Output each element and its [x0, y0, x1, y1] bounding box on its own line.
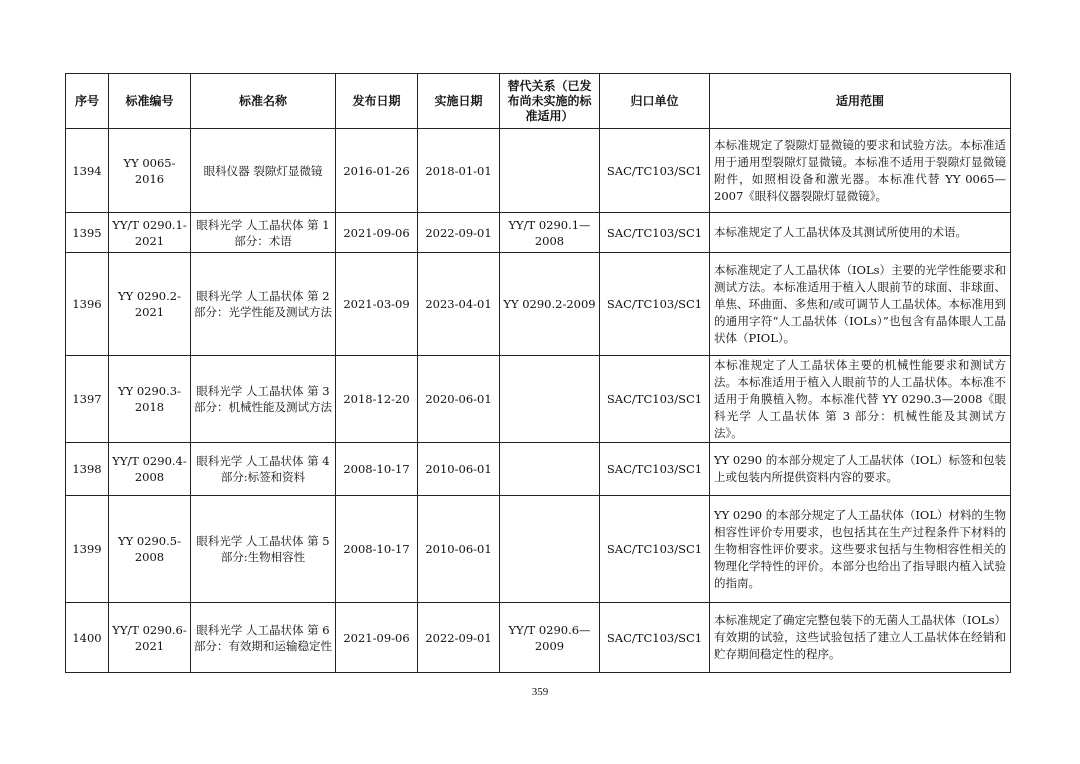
cell-no: 1395: [66, 213, 109, 253]
cell-no: 1396: [66, 253, 109, 356]
cell-publish-date: 2018-12-20: [336, 356, 418, 443]
cell-publish-date: 2008-10-17: [336, 496, 418, 603]
cell-replace: YY/T 0290.1—2008: [500, 213, 600, 253]
cell-publish-date: 2016-01-26: [336, 129, 418, 213]
cell-unit: SAC/TC103/SC1: [600, 443, 710, 496]
cell-replace: [500, 496, 600, 603]
cell-unit: SAC/TC103/SC1: [600, 496, 710, 603]
cell-unit: SAC/TC103/SC1: [600, 213, 710, 253]
cell-unit: SAC/TC103/SC1: [600, 253, 710, 356]
cell-replace: [500, 443, 600, 496]
cell-scope: 本标准规定了确定完整包装下的无菌人工晶状体（IOLs）有效期的试验，这些试验包括了建立人工晶状体在经销和贮存期间稳定性的程序。: [710, 603, 1011, 673]
cell-implement-date: 2010-06-01: [418, 443, 500, 496]
cell-publish-date: 2021-03-09: [336, 253, 418, 356]
cell-no: 1400: [66, 603, 109, 673]
header-unit: 归口单位: [600, 74, 710, 129]
table-row: [66, 253, 1011, 356]
cell-code: YY/T 0290.6-2021: [109, 603, 191, 673]
header-scope: 适用范围: [710, 74, 1011, 129]
cell-publish-date: 2008-10-17: [336, 443, 418, 496]
cell-replace: [500, 129, 600, 213]
cell-name: 眼科光学 人工晶状体 第 2 部分：光学性能及测试方法: [191, 253, 336, 356]
cell-code: YY 0290.5-2008: [109, 496, 191, 603]
cell-no: 1399: [66, 496, 109, 603]
cell-unit: SAC/TC103/SC1: [600, 356, 710, 443]
cell-replace: YY 0290.2-2009: [500, 253, 600, 356]
cell-publish-date: 2021-09-06: [336, 213, 418, 253]
cell-implement-date: 2022-09-01: [418, 213, 500, 253]
cell-implement-date: 2023-04-01: [418, 253, 500, 356]
cell-implement-date: 2020-06-01: [418, 356, 500, 443]
cell-code: YY 0290.3-2018: [109, 356, 191, 443]
table-row: [66, 603, 1011, 673]
cell-name: 眼科仪器 裂隙灯显微镜: [191, 129, 336, 213]
cell-implement-date: 2010-06-01: [418, 496, 500, 603]
cell-name: 眼科光学 人工晶状体 第 6 部分：有效期和运输稳定性: [191, 603, 336, 673]
header-name: 标准名称: [191, 74, 336, 129]
cell-no: 1397: [66, 356, 109, 443]
page-number: 359: [531, 686, 549, 698]
table-row: [66, 443, 1011, 496]
cell-replace: YY/T 0290.6—2009: [500, 603, 600, 673]
header-replace: 替代关系（已发布尚未实施的标准适用）: [500, 74, 600, 129]
header-implement-date: 实施日期: [418, 74, 500, 129]
cell-name: 眼科光学 人工晶状体 第 1 部分：术语: [191, 213, 336, 253]
cell-scope: YY 0290 的本部分规定了人工晶状体（IOL）材料的生物相容性评价专用要求，也包括其在生产过程条件下材料的生物相容性评价要求。这些要求包括与生物相容性相关的物理化学特性的评价。本部分也给出了指导眼内植入试验的指南。: [710, 496, 1011, 603]
cell-unit: SAC/TC103/SC1: [600, 603, 710, 673]
table-row: [66, 496, 1011, 603]
cell-name: 眼科光学 人工晶状体 第 4 部分:标签和资料: [191, 443, 336, 496]
cell-unit: SAC/TC103/SC1: [600, 129, 710, 213]
cell-code: YY/T 0290.1-2021: [109, 213, 191, 253]
cell-no: 1394: [66, 129, 109, 213]
cell-code: YY 0065-2016: [109, 129, 191, 213]
cell-scope: YY 0290 的本部分规定了人工晶状体（IOL）标签和包装上或包装内所提供资料内容的要求。: [710, 443, 1011, 496]
table-row: [66, 213, 1011, 253]
cell-no: 1398: [66, 443, 109, 496]
cell-implement-date: 2018-01-01: [418, 129, 500, 213]
cell-replace: [500, 356, 600, 443]
cell-publish-date: 2021-09-06: [336, 603, 418, 673]
table-row: [66, 356, 1011, 443]
cell-name: 眼科光学 人工晶状体 第 3 部分：机械性能及测试方法: [191, 356, 336, 443]
cell-code: YY/T 0290.4-2008: [109, 443, 191, 496]
standards-table: [65, 73, 1011, 673]
cell-scope: 本标准规定了人工晶状体及其测试所使用的术语。: [710, 213, 1011, 253]
table-row: [66, 129, 1011, 213]
cell-scope: 本标准规定了人工晶状体（IOLs）主要的光学性能要求和测试方法。本标准适用于植入人眼前节的球面、非球面、单焦、环曲面、多焦和/或可调节人工晶状体。本标准用到的通用字符“人工晶状体（IOLs）”也包含有晶体眼人工晶状体（PIOL）。: [710, 253, 1011, 356]
table-header-row: [66, 74, 1011, 129]
cell-scope: 本标准规定了人工晶状体主要的机械性能要求和测试方法。本标准适用于植入人眼前节的人工晶状体。本标准不适用于角膜植入物。本标准代替 YY 0290.3—2008《眼科光学 人工晶状体 第 3 部分：机械性能及其测试方法》。: [710, 356, 1011, 443]
cell-name: 眼科光学 人工晶状体 第 5 部分:生物相容性: [191, 496, 336, 603]
header-publish-date: 发布日期: [336, 74, 418, 129]
cell-code: YY 0290.2-2021: [109, 253, 191, 356]
cell-implement-date: 2022-09-01: [418, 603, 500, 673]
cell-scope: 本标准规定了裂隙灯显微镜的要求和试验方法。本标准适用于通用型裂隙灯显微镜。本标准不适用于裂隙灯显微镜附件，如照相设备和激光器。本标准代替 YY 0065—2007《眼科仪器裂隙灯显微镜》。: [710, 129, 1011, 213]
header-code: 标准编号: [109, 74, 191, 129]
header-no: 序号: [66, 74, 109, 129]
